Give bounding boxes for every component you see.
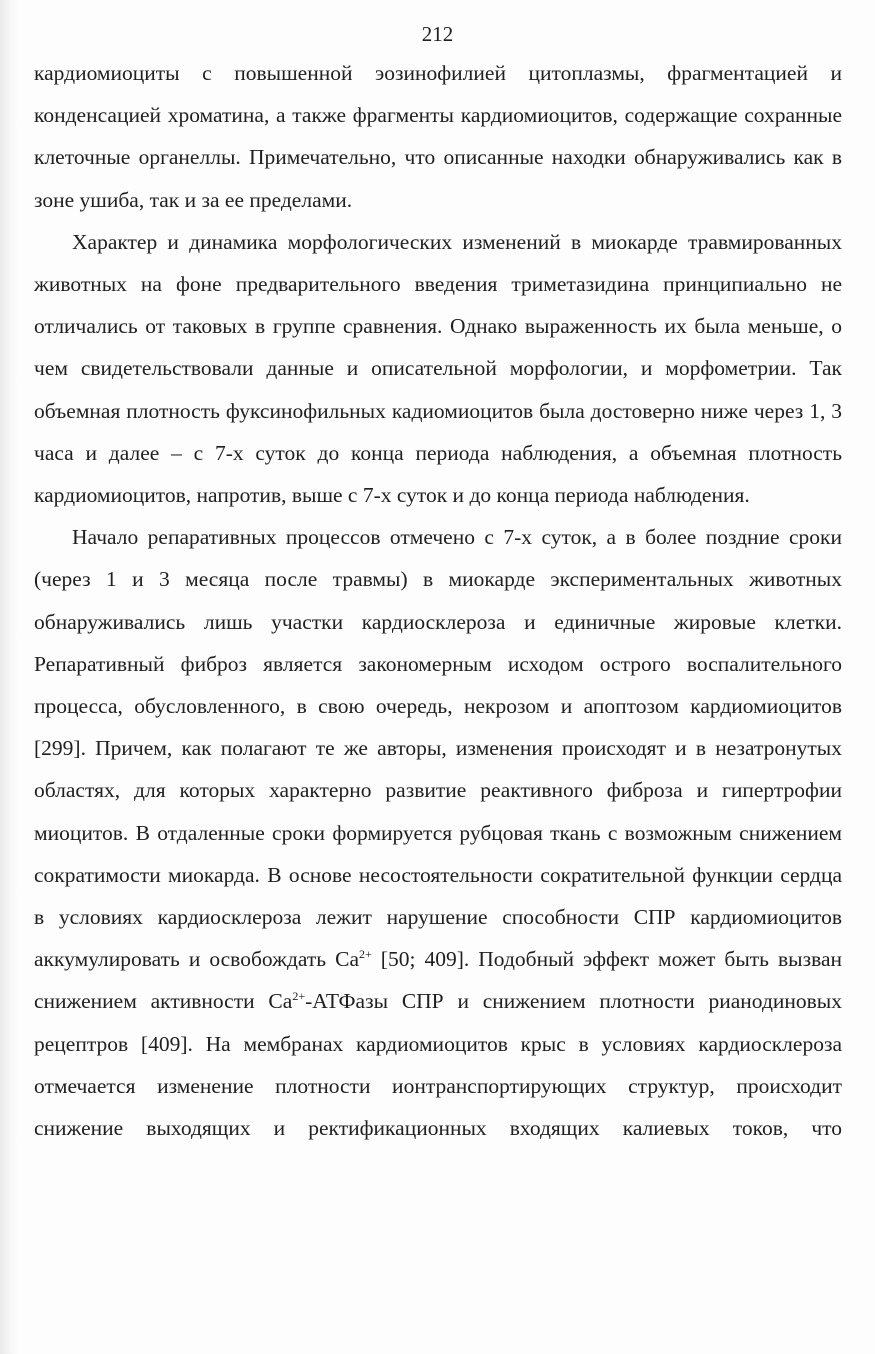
paragraph-3 [34,516,842,1149]
page-number: 212 [421,22,454,46]
paragraph-2: Характер и динамика морфологических изменений в миокарде травмированных животных на фоне предварительного введения триметазидина принципиально не отличались от таковых в группе сравнения. Однако выраженность их была меньше, о чем свидетельствовали данные и описательной морфологии, и морфометрии. Так объемная плотность фуксинофильных кадиомиоцитов была достоверно ниже через 1, 3 часа и далее – с 7-х суток до конца периода наблюдения, а объемная плотность кардиомиоцитов, напротив, выше с 7-х суток и до конца периода наблюдения. [34,229,842,508]
calcium-charge-superscript: 2+ [292,989,306,1004]
calcium-charge-superscript: 2+ [359,947,372,962]
paragraph-3-part-c: -АТФазы СПР и снижением плотности рианодиновых рецептров [409]. На мембранах кардиомиоцитов крыс в условиях кардиосклероза отмечается изменение плотности ионтранспортирующих структур, происходит снижение выходящих и ректификационных входящих калиевых токов, что [34,989,842,1141]
paragraph-3-part-a: Начало репаративных процессов отмечено с 7-х суток, а в более поздние сроки (через 1 и 3 месяца после травмы) в миокарде экспериментальных животных обнаруживались лишь участки кардиосклероза и единичные жировые клетки. Репаративный фиброз является закономерным исходом острого воспалительного процесса, обусловленного, в свою очередь, некрозом и апоптозом кардиомиоцитов [299]. Причем, как полагают те же авторы, изменения происходят и в незатронутых областях, для которых характерно развитие реактивного фиброза и гипертрофии миоцитов. В отдаленные сроки формируется рубцовая ткань с возможным снижением сократимости миокарда. В основе несостоятельности сократительной функции сердца в условиях кардиосклероза лежит нарушение способности СПР кардиомиоцитов аккумулировать и освобождать Ca [34,525,842,972]
paragraph-3-part-b: [50; 409]. Подобный эффект может быть вызван снижением активности Ca [34,947,842,1014]
scan-edge-shadow [0,0,18,1354]
body-text [34,52,842,1149]
paragraph-1: кардиомиоциты с повышенной эозинофилией цитоплазмы, фрагментацией и конденсацией хроматина, а также фрагменты кардиомиоцитов, содержащие сохранные клеточные органеллы. Примечательно, что описанные находки обнаруживались как в зоне ушиба, так и за ее пределами. [34,61,842,212]
